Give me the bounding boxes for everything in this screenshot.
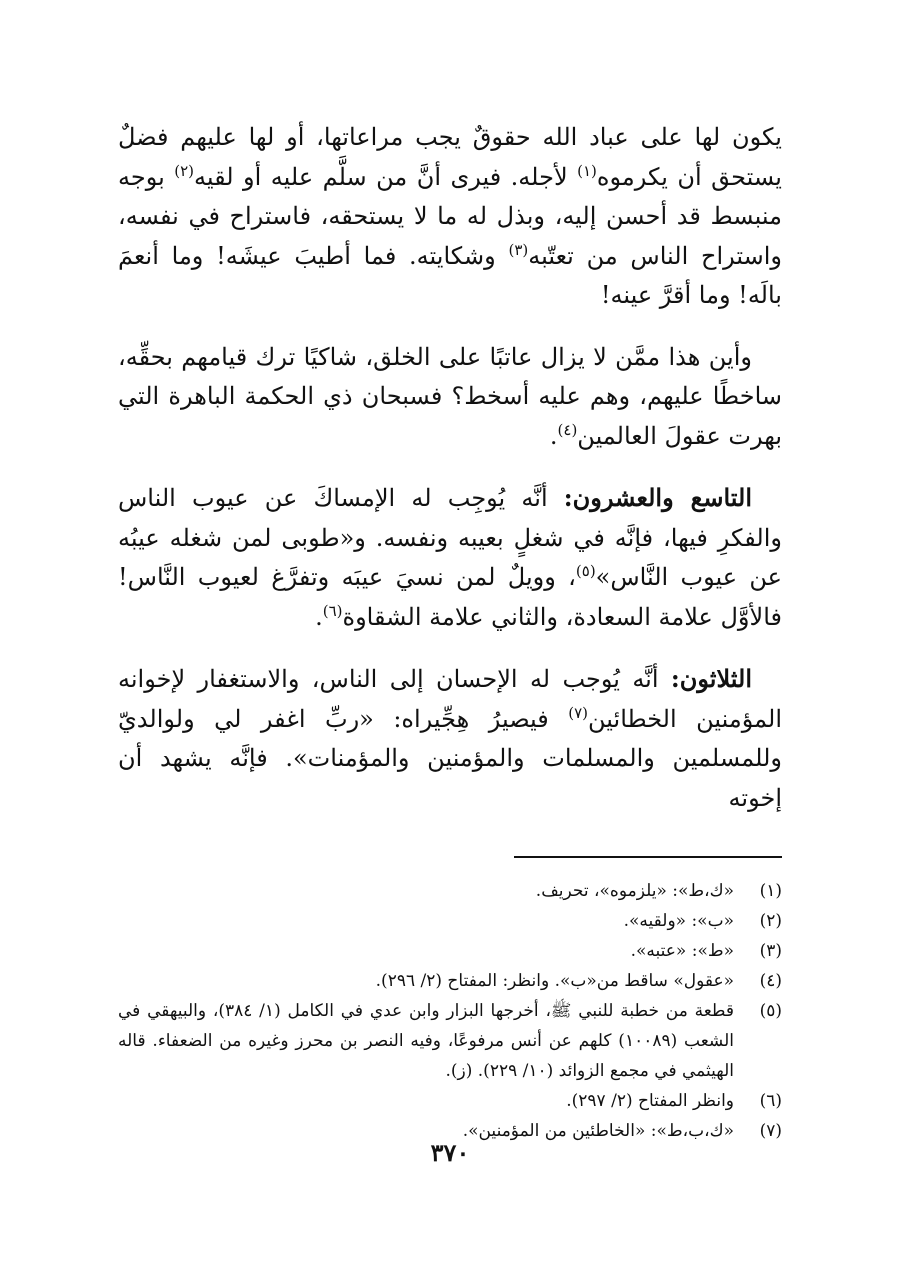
text-run: لأجله. فيرى أنَّ من سلَّم عليه أو لقيه: [194, 162, 578, 191]
footnote-text: وانظر المفتاح (٢/ ٢٩٧).: [566, 1091, 734, 1111]
text-run: وأين هذا ممَّن لا يزال عاتبًا على الخلق، شاكيًا ترك قيامهم بحقِّه، ساخطًا عليهم، وهم عليه أسخط؟ فسبحان ذي الحكمة الباهرة التي بهرت عقولَ العالمين: [118, 342, 782, 450]
text-run: ، وويلٌ لمن نسيَ عيبَه وتفرَّغ لعيوب النَّاس! فالأوَّل علامة السعادة، والثاني علامة الشقاوة: [118, 563, 782, 631]
body-paragraph: [118, 338, 782, 457]
footnote-number: (٧): [759, 1121, 782, 1141]
text-run: بوجه منبسط قد أحسن إليه، وبذل له ما لا يستحقه، فاستراح في نفسه، واستراح الناس من تعتّبه: [118, 162, 783, 270]
footnote-number: (٣): [759, 941, 782, 961]
text-run: وشكايته. فما أطيبَ عيشَه! وما أنعمَ بالَه! وما أقرَّ عينه!: [118, 241, 782, 309]
footnote-number: (١): [759, 881, 782, 901]
footnote-ref: (٢): [174, 161, 195, 180]
footnote-ref: (٤): [557, 420, 578, 439]
body-paragraph: [118, 118, 782, 316]
text-run: .: [549, 421, 558, 450]
text-run: يكون لها على عباد الله حقوقٌ يجب مراعاتها، أو لها عليهم فضلٌ يستحق أن يكرموه: [118, 123, 782, 191]
footnote-item: [118, 966, 782, 996]
footnote-ref: (١): [577, 161, 597, 180]
footnote-ref: (٦): [322, 601, 343, 620]
footnote-number: (٥): [759, 1001, 782, 1021]
footnote-item: [118, 876, 782, 906]
body-paragraph: [118, 478, 782, 637]
footnotes: [118, 876, 782, 1146]
footnote-number: (٤): [759, 971, 782, 991]
footnote-item: [118, 906, 782, 936]
footnote-text: «عقول» ساقط من«ب». وانظر: المفتاح (٢/ ٢٩٦).: [375, 971, 734, 991]
section-lead: التاسع والعشرون:: [563, 483, 752, 512]
body-text: [118, 118, 782, 818]
footnote-item: [118, 1086, 782, 1116]
footnote-item: [118, 996, 782, 1086]
footnote-ref: (٥): [575, 562, 596, 580]
footnote-text: «ب»: «ولقيه».: [623, 911, 734, 931]
footnote-number: (٢): [759, 911, 782, 931]
text-run: .: [315, 602, 323, 631]
footnote-ref: (٧): [568, 703, 588, 722]
text-run: فيصيرُ هِجِّيراه: «ربِّ اغفر لي ولوالديّ وللمسلمين والمسلمات والمؤمنين والمؤمنات». فإنَّه يشهد أن إخوته: [118, 704, 782, 812]
text-run: أنَّه يُوجِب له الإمساكَ عن عيوب الناس والفكرِ فيها، فإنَّه في شغلٍ بعيبه ونفسه. و«طوبى لمن شغله عيبُه عن عيوب النَّاس»: [118, 484, 782, 591]
footnote-item: [118, 936, 782, 966]
footnote-text: «ك،ب،ط»: «الخاطئين من المؤمنين».: [462, 1121, 734, 1141]
footnote-divider: [514, 856, 782, 858]
page-number: ٣٧٠: [430, 1138, 470, 1167]
footnote-text: «ك،ط»: «يلزموه»، تحريف.: [535, 881, 734, 901]
footnote-ref: (٣): [508, 240, 529, 259]
text-run: أنَّه يُوجب له الإحسان إلى الناس، والاستغفار لإخوانه المؤمنين الخطائين: [118, 665, 782, 733]
footnote-text: قطعة من خطبة للنبي ﷺ، أخرجها البزار وابن عدي في الكامل (١/ ٣٨٤)، والبيهقي في الشعب (١٠٠٨٩) كلهم عن أنس مرفوعًا، وفيه النصر بن محرز وغيره من الضعفاء. قاله الهيثمي في مجمع الزوائد (١٠/ ٢٢٩). (ز).: [118, 1001, 735, 1081]
footnote-text: «ط»: «عتبه».: [630, 941, 734, 961]
body-paragraph: [118, 659, 782, 818]
section-lead: الثلاثون:: [670, 664, 752, 693]
footnote-number: (٦): [759, 1091, 782, 1111]
